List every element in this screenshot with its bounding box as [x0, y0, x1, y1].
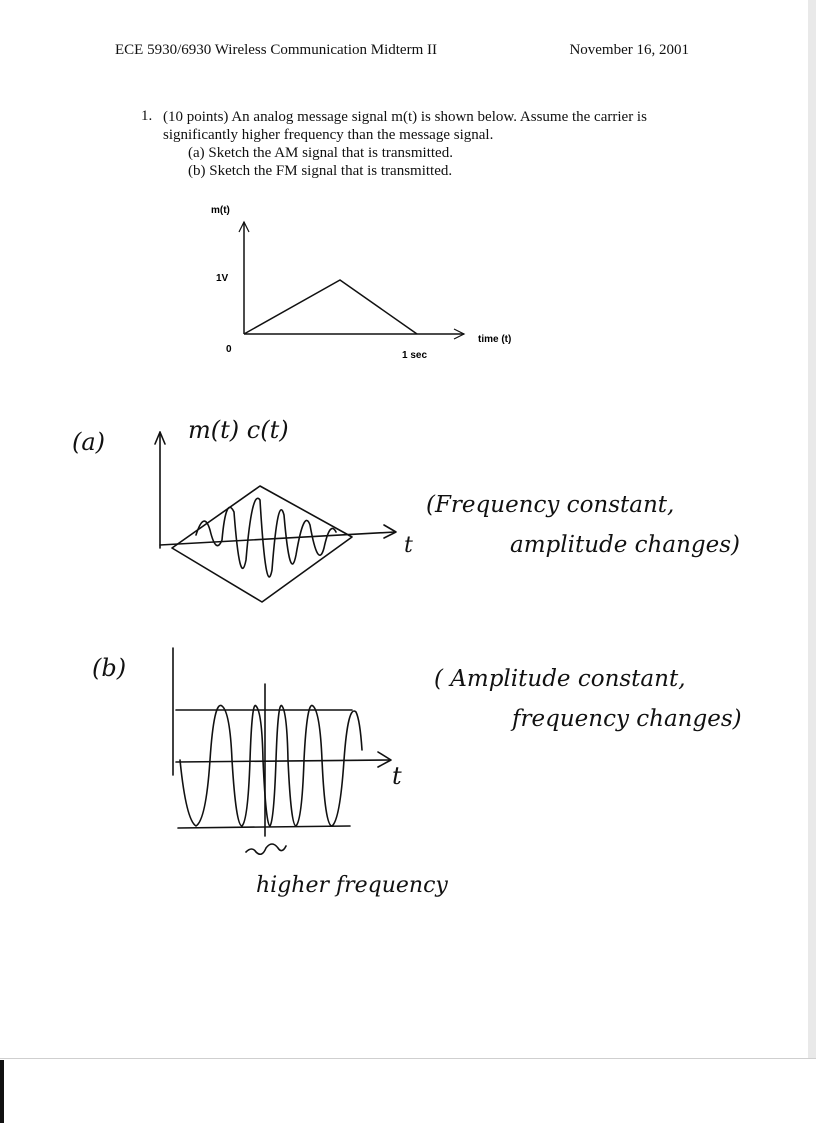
answer-b-t-axis [176, 760, 390, 762]
answer-a-t-label: t [404, 533, 413, 558]
answer-a-axis-label: m(t) c(t) [188, 416, 289, 444]
message-signal-triangle [244, 280, 417, 334]
answer-b-t-label: t [392, 762, 402, 790]
answer-b-sketch [92, 648, 742, 898]
course-title: ECE 5930/6930 Wireless Communication Midterm II [115, 42, 437, 58]
answer-b-fm-wave [180, 705, 362, 826]
answer-a-t-axis [160, 532, 395, 545]
message-signal-graph [211, 205, 511, 361]
question-part-b: (b) Sketch the FM signal that is transmitted. [188, 163, 453, 179]
graph-x-label: time (t) [478, 334, 512, 345]
answer-b-lower-bound [178, 826, 350, 828]
answer-b-note-line-2: frequency changes) [512, 706, 742, 732]
graph-origin-label: 0 [226, 344, 232, 355]
graph-level-label: 1V [216, 273, 229, 284]
exam-date: November 16, 2001 [569, 42, 689, 58]
question-text-line-2: significantly higher frequency than the message signal. [163, 127, 494, 143]
graph-y-label: m(t) [211, 205, 230, 216]
question-part-a: (a) Sketch the AM signal that is transmitted. [188, 145, 453, 161]
answer-a-label: (a) [72, 428, 106, 456]
answer-a-note-line-1: (Frequency constant, [426, 492, 675, 518]
graph-x-tick-label: 1 sec [402, 350, 428, 361]
question-number: 1. [141, 108, 153, 124]
answer-b-label: (b) [92, 654, 127, 682]
answer-a-sketch [72, 416, 740, 602]
answer-b-annotation: higher frequency [256, 873, 448, 898]
answer-a-am-wave [196, 498, 336, 577]
answer-b-note-line-1: ( Amplitude constant, [434, 666, 686, 692]
answer-b-squiggle-mark [246, 844, 286, 854]
answer-a-note-line-2: amplitude changes) [510, 532, 740, 558]
question-text-line-1: (10 points) An analog message signal m(t) is shown below. Assume the carrier is [163, 109, 647, 125]
